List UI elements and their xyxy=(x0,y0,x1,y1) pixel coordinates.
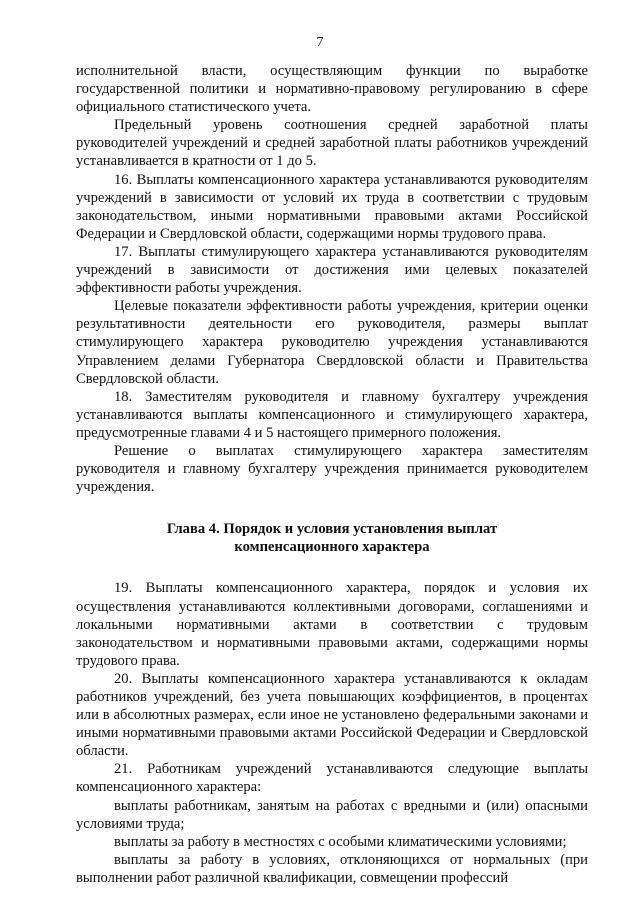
paragraph-18-decision: Решение о выплатах стимулирующего характера заместителям руководителя и главному бухгалтеру учреждения принимается руководителем учреждения. xyxy=(76,442,588,496)
document-body xyxy=(76,62,588,887)
chapter-heading xyxy=(76,520,588,556)
paragraph-17: 17. Выплаты стимулирующего характера устанавливаются руководителям учреждений в зависимости от достижения ими целевых показателей эффективности работы учреждения. xyxy=(76,243,588,297)
paragraph-21-item-climate: выплаты за работу в местностях с особыми климатическими условиями; xyxy=(114,833,567,850)
paragraph-salary-ratio: Предельный уровень соотношения средней заработной платы руководителей учреждений и средней заработной платы работников учреждений устанавливается в кратности от 1 до 5. xyxy=(76,117,588,170)
paragraph-21-item-hazardous: выплаты работникам, занятым на работах с вредными и (или) опасными условиями труда; xyxy=(76,797,588,832)
paragraph-19: 19. Выплаты компенсационного характера, порядок и условия их осуществления устанавливаются коллективными договорами, соглашениями и локальными нормативными актами в соответствии с трудовым законодательством и нормативными правовыми актами, содержащими нормы трудового права. xyxy=(76,580,588,669)
paragraph-17-targets: Целевые показатели эффективности работы учреждения, критерии оценки результативности деятельности его руководителя, размеры выплат стимулирующего характера руководителю учреждения устанавливаются Управлением делами Губернатора Свердловской области и Правительства Свердловской области. xyxy=(76,298,588,387)
chapter-heading-line1: Глава 4. Порядок и условия установления выплат xyxy=(166,521,498,538)
chapter-heading-line2: компенсационного характера xyxy=(234,539,430,556)
page-number: 7 xyxy=(316,35,324,50)
paragraph-21: 21. Работникам учреждений устанавливаются следующие выплаты компенсационного характера: xyxy=(76,761,588,796)
paragraph-16: 16. Выплаты компенсационного характера устанавливаются руководителям учреждений в зависимости от условий их труда в соответствии с трудовым законодательством, иными нормативными правовыми актами Российской Федерации и Свердловской области, содержащими нормы трудового права. xyxy=(76,171,588,242)
paragraph-continuation: исполнительной власти, осуществляющим функции по выработке государственной политики и нормативно-правовому регулированию в сфере официального статистического учета. xyxy=(76,63,588,116)
paragraph-20: 20. Выплаты компенсационного характера устанавливаются к окладам работников учреждений, без учета повышающих коэффициентов, в процентах или в абсолютных размерах, если иное не установлено федеральными законами и иными нормативными правовыми актами Российской Федерации и Свердловской области. xyxy=(76,670,588,760)
paragraph-18: 18. Заместителям руководителя и главному бухгалтеру учреждения устанавливаются выплаты компенсационного и стимулирующего характера, предусмотренные главами 4 и 5 настоящего примерного положения. xyxy=(76,388,588,441)
paragraph-21-item-abnormal: выплаты за работу в условиях, отклоняющихся от нормальных (при выполнении работ различной квалификации, совмещении профессий xyxy=(76,851,588,886)
